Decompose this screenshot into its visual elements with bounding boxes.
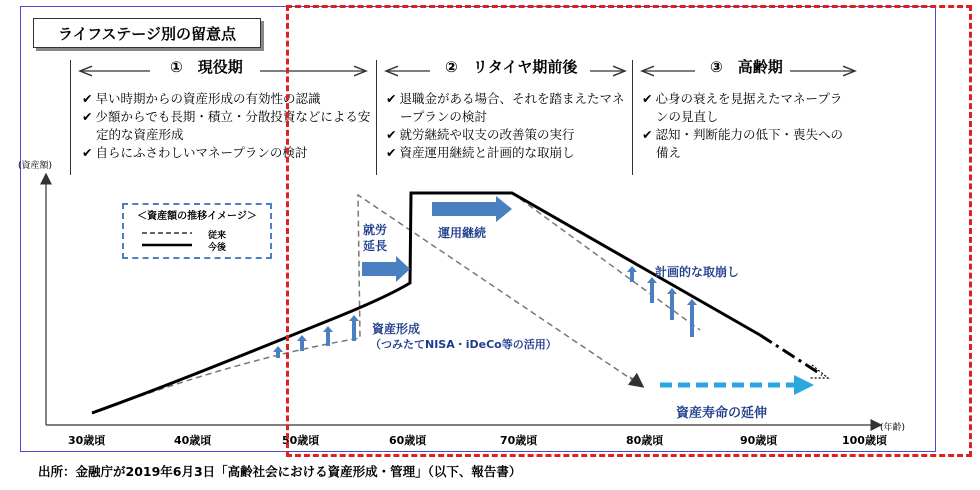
highlight-region — [286, 5, 972, 457]
legend-title: ＜資産額の推移イメージ＞ — [137, 211, 257, 222]
legend-swatches — [142, 229, 202, 253]
x-tick: 60歳頃 — [389, 434, 427, 447]
bullet: ✔ 心身の衰えを見据えたマネープランの見直し — [642, 90, 852, 126]
x-tick: 40歳頃 — [174, 434, 212, 447]
legend-item-conventional: 従来 — [208, 231, 227, 241]
x-tick: 90歳頃 — [740, 434, 778, 447]
x-axis-unit: (年齢) — [880, 423, 906, 433]
planned-withdrawal-label: 計画的な取崩し — [655, 265, 740, 279]
figure-title: ライフステージ別の留意点 — [33, 18, 261, 48]
bullet: ✔ 退職金がある場合、それを踏まえたマネープランの検討 — [386, 90, 626, 126]
asset-formation-label: 資産形成 — [372, 322, 421, 336]
stage-3-label: ③ 高齢期 — [710, 58, 783, 76]
bullet: ✔ 就労継続や収支の改善策の実行 — [386, 126, 626, 144]
bullet: ✔ 認知・判断能力の低下・喪失への備え — [642, 126, 852, 162]
x-tick: 50歳頃 — [282, 434, 320, 447]
x-tick: 100歳頃 — [842, 434, 887, 447]
source-note: 出所：金融庁が2019年6月3日「高齢社会における資産形成・管理」（以下、報告書） — [38, 464, 522, 479]
continued-investment-label: 運用継続 — [438, 226, 487, 240]
bullet: ✔ 少額からでも長期・積立・分散投資などによる安定的な資産形成 — [82, 108, 374, 144]
longevity-label: 資産寿命の延伸 — [676, 406, 768, 421]
bullet: ✔ 自らにふさわしいマネープランの検討 — [82, 144, 374, 162]
legend — [122, 203, 272, 259]
x-tick: 80歳頃 — [626, 434, 664, 447]
asset-formation-sublabel: （つみたてNISA・iDeCo等の活用） — [370, 338, 557, 351]
stage-1-label: ① 現役期 — [170, 58, 243, 76]
work-extension-label: 就労延長 — [363, 223, 388, 253]
y-axis-label: (資産額) — [18, 161, 53, 171]
bullet: ✔ 資産運用継続と計画的な取崩し — [386, 144, 626, 162]
bullet: ✔ 早い時期からの資産形成の有効性の認識 — [82, 90, 374, 108]
legend-item-future: 今後 — [208, 243, 227, 253]
x-tick: 70歳頃 — [500, 434, 538, 447]
x-tick: 30歳頃 — [68, 434, 106, 447]
stage-2-label: ② リタイヤ期前後 — [445, 58, 578, 76]
